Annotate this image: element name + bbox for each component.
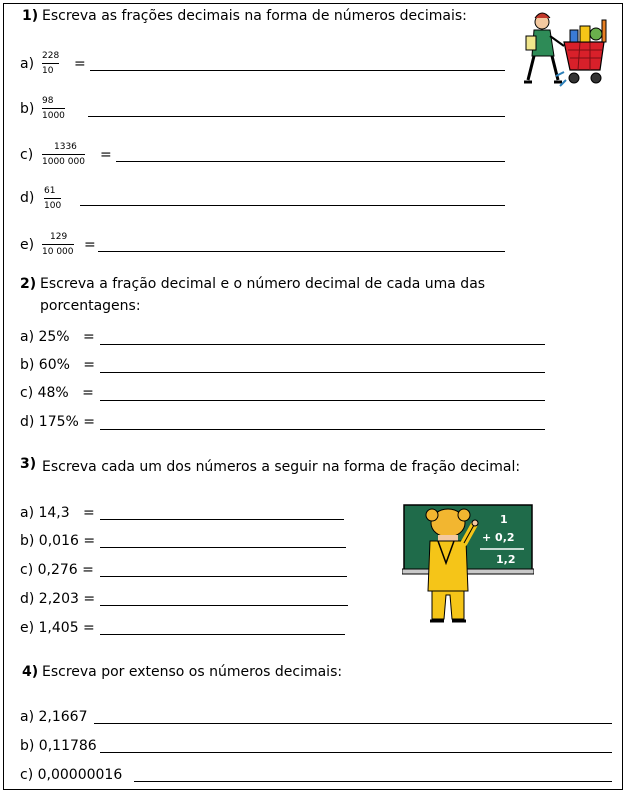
q4-b-prompt: b) 0,11786: [20, 738, 97, 754]
q1-title: Escreva as frações decimais na forma de números decimais:: [42, 8, 467, 24]
q2-number: 2): [20, 276, 37, 292]
q3-c-prompt: c) 0,276 =: [20, 562, 94, 578]
teacher-chalkboard-icon: [402, 503, 534, 627]
q2-b-answer-line[interactable]: [100, 372, 545, 373]
q4-c-answer-line[interactable]: [134, 781, 612, 782]
q1-e-answer-line[interactable]: [98, 251, 505, 252]
q4-a-prompt: a) 2,1667: [20, 709, 88, 725]
q3-e-answer-line[interactable]: [100, 634, 345, 635]
q2-d-answer-line[interactable]: [100, 429, 545, 430]
board-line3: 1,2: [496, 553, 516, 566]
q3-title: Escreva cada um dos números a seguir na forma de fração decimal:: [42, 459, 521, 475]
q1-b-label: b): [20, 101, 35, 117]
q3-a-prompt: a) 14,3 =: [20, 505, 95, 521]
board-line2: + 0,2: [482, 531, 515, 544]
q1-c-equals: =: [100, 147, 112, 163]
q1-c-answer-line[interactable]: [116, 161, 505, 162]
q1-e-fraction: 129 10 000: [42, 232, 74, 257]
q3-a-answer-line[interactable]: [100, 519, 344, 520]
q4-a-answer-line[interactable]: [94, 723, 612, 724]
q1-c-fraction: 1336 1000 000: [42, 142, 85, 167]
q3-b-answer-line[interactable]: [100, 547, 346, 548]
q3-b-prompt: b) 0,016 =: [20, 533, 96, 549]
q4-number: 4): [22, 664, 39, 680]
q1-c-label: c): [20, 147, 34, 163]
q2-c-answer-line[interactable]: [100, 400, 545, 401]
board-line1: 1: [500, 513, 508, 526]
q4-c-prompt: c) 0,00000016: [20, 767, 123, 783]
q3-c-answer-line[interactable]: [100, 576, 347, 577]
q2-title-line2: porcentagens:: [40, 298, 141, 314]
q1-e-equals: =: [84, 237, 96, 253]
shopping-cart-icon: [520, 6, 612, 94]
q2-b-prompt: b) 60% =: [20, 357, 95, 373]
q3-d-prompt: d) 2,203 =: [20, 591, 96, 607]
q2-d-prompt: d) 175% =: [20, 414, 96, 430]
q1-d-fraction: 61 100: [44, 186, 62, 211]
q2-title-line1: Escreva a fração decimal e o número decimal de cada uma das: [40, 276, 486, 292]
q2-a-answer-line[interactable]: [100, 344, 545, 345]
q2-a-prompt: a) 25% =: [20, 329, 95, 345]
q1-a-equals: =: [74, 56, 86, 72]
q3-d-answer-line[interactable]: [100, 605, 348, 606]
q1-a-answer-line[interactable]: [90, 70, 505, 71]
q4-b-answer-line[interactable]: [100, 752, 612, 753]
q2-c-prompt: c) 48% =: [20, 385, 94, 401]
q1-d-label: d): [20, 190, 35, 206]
q1-b-fraction: 98 1000: [42, 96, 65, 121]
q1-a-fraction: 228 10: [42, 51, 60, 76]
q1-d-answer-line[interactable]: [80, 205, 505, 206]
q1-number: 1): [22, 8, 39, 24]
q1-e-label: e): [20, 237, 35, 253]
q3-e-prompt: e) 1,405 =: [20, 620, 95, 636]
q3-number: 3): [20, 456, 37, 472]
q4-title: Escreva por extenso os números decimais:: [42, 664, 343, 680]
q1-a-label: a): [20, 56, 35, 72]
q1-b-answer-line[interactable]: [88, 116, 505, 117]
